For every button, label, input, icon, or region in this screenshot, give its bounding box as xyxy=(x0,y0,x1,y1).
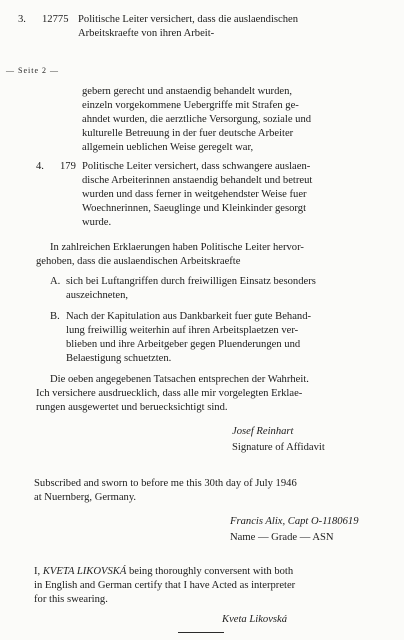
interpreter-line-1 xyxy=(34,565,293,578)
point-a-label: A. xyxy=(50,276,61,287)
point-b-line: lung freiwillig weiterhin auf ihren Arbeitsplaetzen ver- xyxy=(66,325,299,336)
point-b-line: Belaestigung schuetzten. xyxy=(66,353,172,364)
interpreter-suffix: being thoroughly conversent with both xyxy=(128,566,294,577)
summary-line: gehoben, dass die auslaendischen Arbeitskraefte xyxy=(36,256,241,267)
interpreter-prefix: I, xyxy=(34,566,41,577)
item-3-number: 3. xyxy=(18,14,26,25)
item-3-ref: 12775 xyxy=(42,14,69,25)
closing-line: Ich versichere ausdruecklich, dass alle mir vorgelegten Erklae- xyxy=(36,388,303,399)
summary-line: In zahlreichen Erklaerungen haben Politische Leiter hervor- xyxy=(50,242,304,253)
item-4-line: wurde. xyxy=(82,217,112,228)
officer-signature: Francis Alix, Capt O-1180619 xyxy=(230,516,359,527)
point-b-line: Nach der Kapitulation aus Dankbarkeit fuer gute Behand- xyxy=(66,311,312,322)
item-4-line: dische Arbeiterinnen anstaendig behandelt und betreut xyxy=(82,175,313,186)
item-4-line: Woechnerinnen, Saeuglinge und Kleinkinder gesorgt xyxy=(82,203,307,214)
point-b-line: blieben und ihre Arbeitgeber gegen Pluenderungen und xyxy=(66,339,301,350)
item-4-number: 4. xyxy=(36,161,44,172)
item-4-ref: 179 xyxy=(60,161,76,172)
affiant-signature: Josef Reinhart xyxy=(232,426,294,437)
interpreter-line-3: for this swearing. xyxy=(34,594,108,605)
item-3-line-2: Arbeitskraefte von ihren Arbeit- xyxy=(78,28,215,39)
officer-caption: Name — Grade — ASN xyxy=(230,532,334,543)
closing-line: Die oeben angegebenen Tatsachen entsprechen der Wahrheit. xyxy=(50,374,309,385)
point-a-line: sich bei Luftangriffen durch freiwilligen Einsatz besonders xyxy=(66,276,316,287)
item-3-line-1: Politische Leiter versichert, dass die auslaendischen xyxy=(78,14,299,25)
item-4-line: wurden und dass ferner in weitgehendster Weise fuer xyxy=(82,189,307,200)
closing-line: rungen ausgewertet und beruecksichtigt sind. xyxy=(36,402,228,413)
jurat-line-1: Subscribed and sworn to before me this 30th day of July 1946 xyxy=(34,478,297,489)
item-3-cont-line: gebern gerecht und anstaendig behandelt wurden, xyxy=(82,86,293,97)
item-3-cont-line: einzeln vorgekommene Uebergriffe mit Strafen ge- xyxy=(82,100,299,111)
interpreter-line-2: in English and German certify that I have Acted as interpreter xyxy=(34,580,296,591)
affiant-caption: Signature of Affidavit xyxy=(232,442,325,453)
item-3-cont-line: kulturelle Betreuung in der fuer deutsche Arbeiter xyxy=(82,128,294,139)
item-4-line-1: Politische Leiter versichert, dass schwangere auslaen- xyxy=(82,161,311,172)
jurat-line-2: at Nuernberg, Germany. xyxy=(34,492,137,503)
point-b-label: B. xyxy=(50,311,60,322)
item-3-cont-line: allgemein ueblichen Weise geregelt war, xyxy=(82,142,254,153)
page-marker: — Seite 2 — xyxy=(6,66,59,75)
interpreter-name: KVETA LIKOVSKÁ xyxy=(42,566,127,577)
interpreter-signature: Kveta Likovská xyxy=(222,614,288,625)
point-a-line: auszeichneten, xyxy=(66,290,129,301)
bottom-rule xyxy=(178,632,224,633)
item-3-cont-line: ahndet wurden, die aerztliche Versorgung, soziale und xyxy=(82,114,312,125)
